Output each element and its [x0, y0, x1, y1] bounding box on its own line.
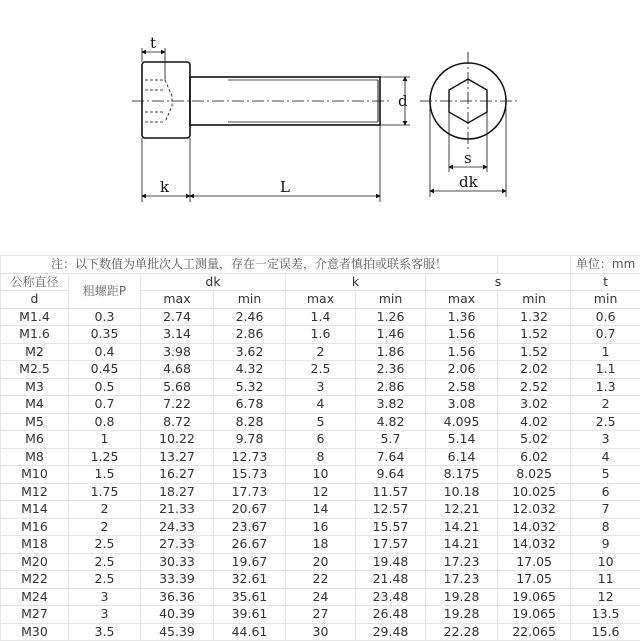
- table-row: [1, 606, 640, 624]
- header-t-min: min: [571, 291, 640, 309]
- cell-dk-max: 30.33: [141, 553, 214, 571]
- table-row: [1, 483, 640, 501]
- cell-size-d: M1.6: [1, 326, 69, 344]
- cell-s-max: 17.23: [426, 571, 498, 589]
- cell-k-max: 8: [286, 448, 356, 466]
- cell-k-max: 1.4: [286, 308, 356, 326]
- cell-t-min: 12: [571, 588, 640, 606]
- empty-cell: [498, 256, 571, 274]
- cell-s-min: 10.025: [498, 483, 571, 501]
- cell-s-max: 5.14: [426, 431, 498, 449]
- cell-dk-min: 17.73: [214, 483, 286, 501]
- table-row: [1, 571, 640, 589]
- cell-dk-max: 3.14: [141, 326, 214, 344]
- cell-t-min: 2: [571, 396, 640, 414]
- table-row: [1, 413, 640, 431]
- cell-k-max: 20: [286, 553, 356, 571]
- cell-k-max: 16: [286, 518, 356, 536]
- cell-pitch: 0.3: [69, 308, 141, 326]
- cell-size-d: M16: [1, 518, 69, 536]
- table-row: [1, 448, 640, 466]
- cell-s-min: 6.02: [498, 448, 571, 466]
- cell-pitch: 3: [69, 606, 141, 624]
- cell-k-min: 21.48: [356, 571, 426, 589]
- cell-t-min: 0.6: [571, 308, 640, 326]
- cell-size-d: M5: [1, 413, 69, 431]
- cell-k-max: 18: [286, 536, 356, 554]
- cell-k-min: 17.57: [356, 536, 426, 554]
- cell-s-max: 3.08: [426, 396, 498, 414]
- header-s-min: min: [498, 291, 571, 309]
- cell-pitch: 2.5: [69, 536, 141, 554]
- label-L: L: [280, 178, 290, 196]
- cell-s-max: 1.56: [426, 326, 498, 344]
- cell-s-max: 12.21: [426, 501, 498, 519]
- cell-s-max: 2.06: [426, 361, 498, 379]
- cell-s-min: 1.52: [498, 326, 571, 344]
- cell-t-min: 10: [571, 553, 640, 571]
- cell-t-min: 9: [571, 536, 640, 554]
- cell-s-min: 17.05: [498, 571, 571, 589]
- header-row-1: [1, 273, 640, 291]
- cell-pitch: 1.5: [69, 466, 141, 484]
- cell-pitch: 0.35: [69, 326, 141, 344]
- cell-dk-min: 39.61: [214, 606, 286, 624]
- cell-s-min: 3.02: [498, 396, 571, 414]
- cell-s-max: 14.21: [426, 518, 498, 536]
- cell-size-d: M1.4: [1, 308, 69, 326]
- cell-pitch: 3.5: [69, 623, 141, 641]
- cell-dk-min: 8.28: [214, 413, 286, 431]
- cell-dk-max: 21.33: [141, 501, 214, 519]
- cell-dk-min: 2.86: [214, 326, 286, 344]
- cell-dk-max: 27.33: [141, 536, 214, 554]
- cell-size-d: M2.5: [1, 361, 69, 379]
- cell-k-max: 22: [286, 571, 356, 589]
- cell-dk-min: 6.78: [214, 396, 286, 414]
- table-row: [1, 536, 640, 554]
- cell-dk-min: 9.78: [214, 431, 286, 449]
- table-row: [1, 518, 640, 536]
- cell-dk-min: 35.61: [214, 588, 286, 606]
- cell-pitch: 3: [69, 588, 141, 606]
- cell-s-min: 2.02: [498, 361, 571, 379]
- cell-k-max: 3: [286, 378, 356, 396]
- cell-s-max: 8.175: [426, 466, 498, 484]
- cell-dk-max: 2.74: [141, 308, 214, 326]
- cell-dk-min: 26.67: [214, 536, 286, 554]
- cell-dk-min: 23.67: [214, 518, 286, 536]
- cell-dk-min: 32.61: [214, 571, 286, 589]
- cell-k-min: 5.7: [356, 431, 426, 449]
- header-k-min: min: [356, 291, 426, 309]
- cell-dk-max: 13.27: [141, 448, 214, 466]
- cell-s-min: 5.02: [498, 431, 571, 449]
- header-dk-min: min: [214, 291, 286, 309]
- label-t: t: [150, 34, 156, 52]
- table-row: [1, 431, 640, 449]
- cell-size-d: M10: [1, 466, 69, 484]
- header-dk-max: max: [141, 291, 214, 309]
- cell-s-min: 1.32: [498, 308, 571, 326]
- header-dk: dk: [141, 273, 286, 291]
- cell-s-max: 10.18: [426, 483, 498, 501]
- cell-s-min: 14.032: [498, 518, 571, 536]
- cell-k-min: 3.82: [356, 396, 426, 414]
- cell-t-min: 7: [571, 501, 640, 519]
- unit: 单位：mm: [571, 256, 640, 274]
- note-row: [1, 256, 640, 274]
- cell-dk-max: 10.22: [141, 431, 214, 449]
- cell-s-max: 22.28: [426, 623, 498, 641]
- cell-k-max: 10: [286, 466, 356, 484]
- cell-size-d: M20: [1, 553, 69, 571]
- table-row: [1, 326, 640, 344]
- cell-k-min: 1.86: [356, 343, 426, 361]
- cell-dk-max: 40.39: [141, 606, 214, 624]
- cell-t-min: 1.3: [571, 378, 640, 396]
- cell-pitch: 0.5: [69, 378, 141, 396]
- cell-size-d: M14: [1, 501, 69, 519]
- cell-dk-min: 4.32: [214, 361, 286, 379]
- cell-k-min: 11.57: [356, 483, 426, 501]
- cell-s-max: 19.28: [426, 588, 498, 606]
- cell-dk-max: 36.36: [141, 588, 214, 606]
- cell-k-min: 1.26: [356, 308, 426, 326]
- cell-size-d: M27: [1, 606, 69, 624]
- table-row: [1, 361, 640, 379]
- cell-dk-max: 33.39: [141, 571, 214, 589]
- label-dk: dk: [459, 173, 479, 191]
- header-nominal: 公称直径: [1, 273, 69, 291]
- cell-s-max: 1.36: [426, 308, 498, 326]
- cell-s-max: 6.14: [426, 448, 498, 466]
- cell-pitch: 1: [69, 431, 141, 449]
- cell-pitch: 0.7: [69, 396, 141, 414]
- header-k-max: max: [286, 291, 356, 309]
- cell-size-d: M3: [1, 378, 69, 396]
- cell-t-min: 15.6: [571, 623, 640, 641]
- cell-k-max: 30: [286, 623, 356, 641]
- cell-t-min: 0.7: [571, 326, 640, 344]
- cell-dk-max: 7.22: [141, 396, 214, 414]
- cell-dk-min: 2.46: [214, 308, 286, 326]
- header-pitch: 粗螺距P: [69, 273, 141, 308]
- cell-k-min: 19.48: [356, 553, 426, 571]
- table-row: [1, 501, 640, 519]
- cell-dk-max: 45.39: [141, 623, 214, 641]
- cell-dk-min: 44.61: [214, 623, 286, 641]
- cell-dk-min: 5.32: [214, 378, 286, 396]
- cell-size-d: M22: [1, 571, 69, 589]
- header-s: s: [426, 273, 571, 291]
- cell-k-min: 15.57: [356, 518, 426, 536]
- cell-pitch: 2.5: [69, 553, 141, 571]
- cell-size-d: M30: [1, 623, 69, 641]
- cell-k-max: 5: [286, 413, 356, 431]
- cell-dk-max: 5.68: [141, 378, 214, 396]
- cell-s-max: 1.56: [426, 343, 498, 361]
- table-row: [1, 588, 640, 606]
- cell-t-min: 5: [571, 466, 640, 484]
- cell-pitch: 0.4: [69, 343, 141, 361]
- cell-s-max: 17.23: [426, 553, 498, 571]
- cell-k-min: 2.86: [356, 378, 426, 396]
- table-row: [1, 378, 640, 396]
- cell-k-min: 12.57: [356, 501, 426, 519]
- cell-dk-max: 24.33: [141, 518, 214, 536]
- cell-t-min: 11: [571, 571, 640, 589]
- cell-t-min: 2.5: [571, 413, 640, 431]
- cell-s-min: 8.025: [498, 466, 571, 484]
- cell-size-d: M2: [1, 343, 69, 361]
- cell-k-max: 1.6: [286, 326, 356, 344]
- cell-k-max: 12: [286, 483, 356, 501]
- cell-dk-min: 20.67: [214, 501, 286, 519]
- table-row: [1, 553, 640, 571]
- cell-dk-max: 16.27: [141, 466, 214, 484]
- cell-k-min: 7.64: [356, 448, 426, 466]
- header-t: t: [571, 273, 640, 291]
- cell-s-max: 2.58: [426, 378, 498, 396]
- cell-dk-max: 8.72: [141, 413, 214, 431]
- header-d: d: [1, 291, 69, 309]
- cell-t-min: 13.5: [571, 606, 640, 624]
- cell-pitch: 0.8: [69, 413, 141, 431]
- cell-t-min: 3: [571, 431, 640, 449]
- cell-dk-max: 18.27: [141, 483, 214, 501]
- label-k: k: [160, 178, 170, 196]
- cell-pitch: 2: [69, 518, 141, 536]
- cell-k-max: 24: [286, 588, 356, 606]
- cell-s-min: 12.032: [498, 501, 571, 519]
- cell-s-min: 1.52: [498, 343, 571, 361]
- cell-size-d: M8: [1, 448, 69, 466]
- table-row: [1, 623, 640, 641]
- table-row: [1, 343, 640, 361]
- cell-t-min: 1: [571, 343, 640, 361]
- cell-dk-min: 19.67: [214, 553, 286, 571]
- note: 注：以下数值为单批次人工测量，存在一定误差，介意者慎拍或联系客服！: [1, 256, 498, 274]
- cell-t-min: 1.1: [571, 361, 640, 379]
- cell-dk-min: 3.62: [214, 343, 286, 361]
- cell-dk-max: 3.98: [141, 343, 214, 361]
- cell-k-min: 23.48: [356, 588, 426, 606]
- table-row: [1, 308, 640, 326]
- label-d: d: [398, 92, 408, 110]
- cell-dk-min: 15.73: [214, 466, 286, 484]
- label-s: s: [464, 149, 472, 167]
- cell-k-max: 2: [286, 343, 356, 361]
- cell-t-min: 4: [571, 448, 640, 466]
- cell-pitch: 2: [69, 501, 141, 519]
- cell-size-d: M24: [1, 588, 69, 606]
- cell-s-min: 14.032: [498, 536, 571, 554]
- cell-k-min: 2.36: [356, 361, 426, 379]
- cell-k-min: 1.46: [356, 326, 426, 344]
- cell-k-min: 26.48: [356, 606, 426, 624]
- cell-k-min: 29.48: [356, 623, 426, 641]
- cell-s-min: 2.52: [498, 378, 571, 396]
- cell-dk-min: 12.73: [214, 448, 286, 466]
- cell-pitch: 1.75: [69, 483, 141, 501]
- cell-s-min: 17.05: [498, 553, 571, 571]
- cell-s-min: 19.065: [498, 588, 571, 606]
- cell-s-max: 4.095: [426, 413, 498, 431]
- cell-k-max: 4: [286, 396, 356, 414]
- cell-pitch: 2.5: [69, 571, 141, 589]
- cell-s-min: 4.02: [498, 413, 571, 431]
- cell-k-max: 14: [286, 501, 356, 519]
- cell-s-min: 19.065: [498, 606, 571, 624]
- cell-size-d: M18: [1, 536, 69, 554]
- side-view: [142, 62, 380, 138]
- socket-head-cap-screw-drawing: [0, 0, 640, 250]
- cell-t-min: 8: [571, 518, 640, 536]
- cell-k-max: 2.5: [286, 361, 356, 379]
- cell-size-d: M6: [1, 431, 69, 449]
- cell-s-min: 22.065: [498, 623, 571, 641]
- cell-dk-max: 4.68: [141, 361, 214, 379]
- cell-k-min: 9.64: [356, 466, 426, 484]
- cell-size-d: M4: [1, 396, 69, 414]
- table-row: [1, 466, 640, 484]
- cell-pitch: 1.25: [69, 448, 141, 466]
- cell-k-max: 6: [286, 431, 356, 449]
- cell-size-d: M12: [1, 483, 69, 501]
- table-row: [1, 396, 640, 414]
- header-k: k: [286, 273, 426, 291]
- header-s-max: max: [426, 291, 498, 309]
- cell-s-max: 14.21: [426, 536, 498, 554]
- dimension-table: [0, 255, 640, 641]
- cell-k-max: 27: [286, 606, 356, 624]
- cell-pitch: 0.45: [69, 361, 141, 379]
- cell-t-min: 6: [571, 483, 640, 501]
- cell-s-max: 19.28: [426, 606, 498, 624]
- cell-k-min: 4.82: [356, 413, 426, 431]
